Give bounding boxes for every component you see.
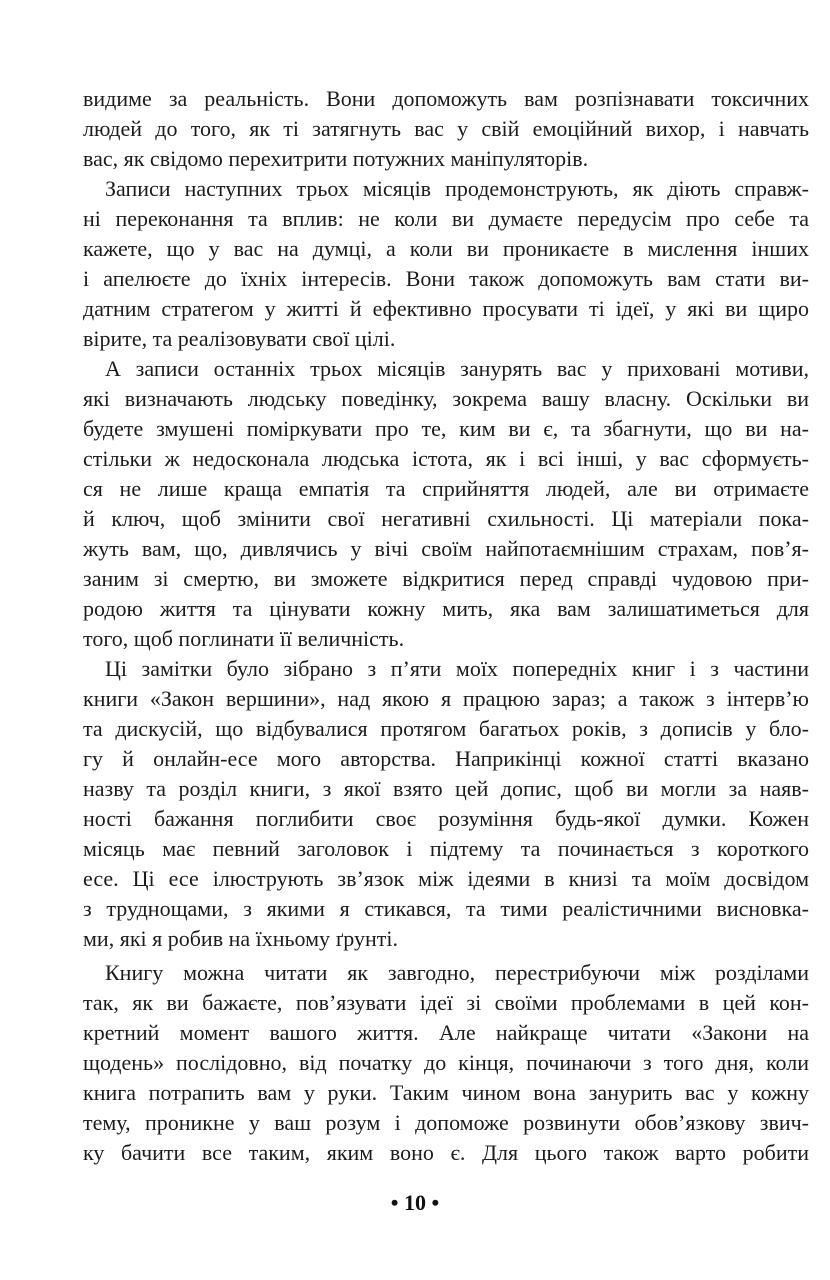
paragraph-first-line: Ці замітки було зібрано з п’яти моїх попередніх книг і з частини	[105, 656, 809, 681]
text-line: назву та розділ книги, з якої взято цей допис, щоб ви могли за наяв-	[83, 776, 809, 801]
text-line: які визначають людську поведінку, зокрема вашу власну. Оскільки ви	[83, 386, 809, 411]
text-line: ності бажання поглибити своє розуміння будь-якої думки. Кожен	[83, 806, 809, 831]
text-line: вірите, та реалізовувати свої цілі.	[83, 326, 396, 351]
text-line: родою життя та цінувати кожну мить, яка вам залишатиметься для	[83, 596, 809, 621]
text-line: кретний момент вашого життя. Але найкраще читати «Закони на	[83, 1020, 809, 1045]
text-line: есе. Ці есе ілюструють зв’язок між ідеями в книзі та моїм досвідом	[83, 866, 809, 891]
text-line: стільки ж недосконала людська істота, як і всі інші, у вас сформуєть-	[83, 446, 809, 471]
text-line: ми, які я робив на їхньому ґрунті.	[83, 926, 398, 951]
text-line: так, як ви бажаєте, пов’язувати ідеї зі своїми проблемами в цей кон-	[83, 990, 809, 1015]
text-line: місяць має певний заголовок і підтему та починається з короткого	[83, 836, 809, 861]
text-line: тему, проникне у ваш розум і допоможе розвинути обов’язкову звич-	[83, 1110, 809, 1135]
text-line: вас, як свідомо перехитрити потужних маніпуляторів.	[83, 146, 589, 171]
text-line: людей до того, як ті затягнуть вас у свій емоційний вихор, і навчать	[83, 116, 809, 141]
page-number: • 10 •	[390, 1190, 440, 1215]
text-line: видиме за реальність. Вони допоможуть вам розпізнавати токсичних	[83, 86, 809, 111]
text-line: книга потрапить вам у руки. Таким чином вона занурить вас у кожну	[83, 1080, 809, 1105]
paragraph-first-line: А записи останніх трьох місяців занурять вас у приховані мотиви,	[105, 356, 809, 381]
text-line: і апелюєте до їхніх інтересів. Вони також допоможуть вам стати ви-	[83, 266, 809, 291]
text-line: будете змушені поміркувати про те, ким ви є, та збагнути, що ви на-	[83, 416, 809, 441]
text-line: датним стратегом у житті й ефективно просувати ті ідеї, у які ви щиро	[83, 296, 809, 321]
text-line: щодень» послідовно, від початку до кінця, починаючи з того дня, коли	[83, 1050, 809, 1075]
text-line: жуть вам, що, дивлячись у вічі своїм найпотаємнішим страхам, пов’я-	[83, 536, 809, 561]
text-line: гу й онлайн-есе мого авторства. Наприкінці кожної статті вказано	[83, 746, 809, 771]
text-line: кажете, що у вас на думці, а коли ви проникаєте в мислення інших	[83, 236, 809, 261]
text-line: книги «Закон вершини», над якою я працюю зараз; а також з інтерв’ю	[83, 686, 809, 711]
text-line: з труднощами, з якими я стикався, та тими реалістичними висновка-	[83, 896, 809, 921]
text-line: й ключ, щоб змінити свої негативні схильності. Ці матеріали пока-	[83, 506, 809, 531]
text-line: ні переконання та вплив: не коли ви думаєте передусім про себе та	[83, 206, 809, 231]
paragraph-first-line: Записи наступних трьох місяців продемонструють, як діють справж-	[105, 176, 809, 201]
text-line: та дискусій, що відбувалися протягом багатьох років, з дописів у бло-	[83, 716, 809, 741]
paragraph-first-line: Книгу можна читати як завгодно, перестрибуючи між розділами	[105, 960, 809, 985]
text-line: ку бачити все таким, яким воно є. Для цього також варто робити	[83, 1140, 809, 1165]
text-line: того, щоб поглинати її величність.	[83, 626, 405, 651]
text-line: ся не лише краща емпатія та сприйняття людей, але ви отримаєте	[83, 476, 809, 501]
text-line: заним зі смертю, ви зможете відкритися перед справді чудовою при-	[83, 566, 809, 591]
